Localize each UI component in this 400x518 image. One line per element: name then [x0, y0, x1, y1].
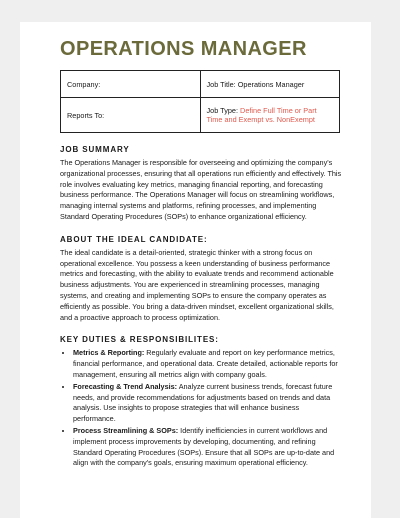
ideal-candidate-text: The ideal candidate is a detail-oriented, strategic thinker with a strong focus on operational excellence. You possess a keen understanding of business performance metrics and forecasting, with the ability to evaluate trends and recommend actionable business adjustments. You are experienced in streamlining processes, managing systems, and creating and implementing SOPs to ensure the company operates as efficiently as possible. You bring a data-driven mindset, excellent organizational skills, and a proactive approach to process optimization. — [60, 247, 334, 322]
duty-text: Identify inefficiencies in current workflows and implement process improvements by developing, documenting, and refining Standard Operating Procedures (SOPs). Ensure that all SOPs are up-to-date and align with the company's goals, ensuring maximum operational efficiency. — [73, 425, 335, 468]
duty-text: Analyze current business trends, forecast future needs, and provide recommendations for adjustments based on trends and data analysis. Use insights to propose strategies that will enhance business performance. — [73, 381, 333, 424]
info-table — [60, 70, 340, 133]
document-page — [20, 22, 371, 518]
ideal-candidate-heading: ABOUT THE IDEAL CANDIDATE: — [60, 234, 208, 244]
reports-to-cell: Reports To: — [61, 98, 201, 133]
company-cell: Company: — [61, 71, 201, 98]
job-type-label: Job Type: — [206, 106, 241, 115]
list-item — [73, 426, 342, 469]
duty-label: Metrics & Reporting: — [73, 348, 145, 358]
job-title-cell: Job Title: Operations Manager — [200, 71, 340, 98]
summary-heading: JOB SUMMARY — [60, 145, 130, 154]
duty-label: Forecasting & Trend Analysis: — [73, 381, 178, 391]
list-item — [73, 382, 342, 425]
summary-text: The Operations Manager is responsible for overseeing and optimizing the company's organizational processes, ensuring that all operations run efficiently and effectively. This role involves evaluating key metrics, managing financial reporting, and forecasting business performance. The Operations Manager will focus on streamlining workflows, managing internal systems and platforms, refining processes, and implementing Standard Operating Procedures (SOPs) to enhance organizational efficiency. — [60, 158, 342, 221]
job-type-cell — [200, 98, 340, 133]
duty-text: Regularly evaluate and report on key performance metrics, financial performance, and operational data. Create detailed, actionable reports for management, ensuring all metrics align with company goals. — [73, 348, 338, 379]
duties-heading: KEY DUTIES & RESPONSIBILITES: — [60, 335, 219, 345]
page-title: OPERATIONS MANAGER — [60, 38, 307, 60]
job-type-hint: Define Full Time or Part Time and Exempt vs. NonExempt — [206, 106, 317, 124]
duty-label: Process Streamlining & SOPs: — [73, 425, 179, 435]
list-item — [73, 348, 342, 380]
duties-list — [60, 348, 342, 469]
